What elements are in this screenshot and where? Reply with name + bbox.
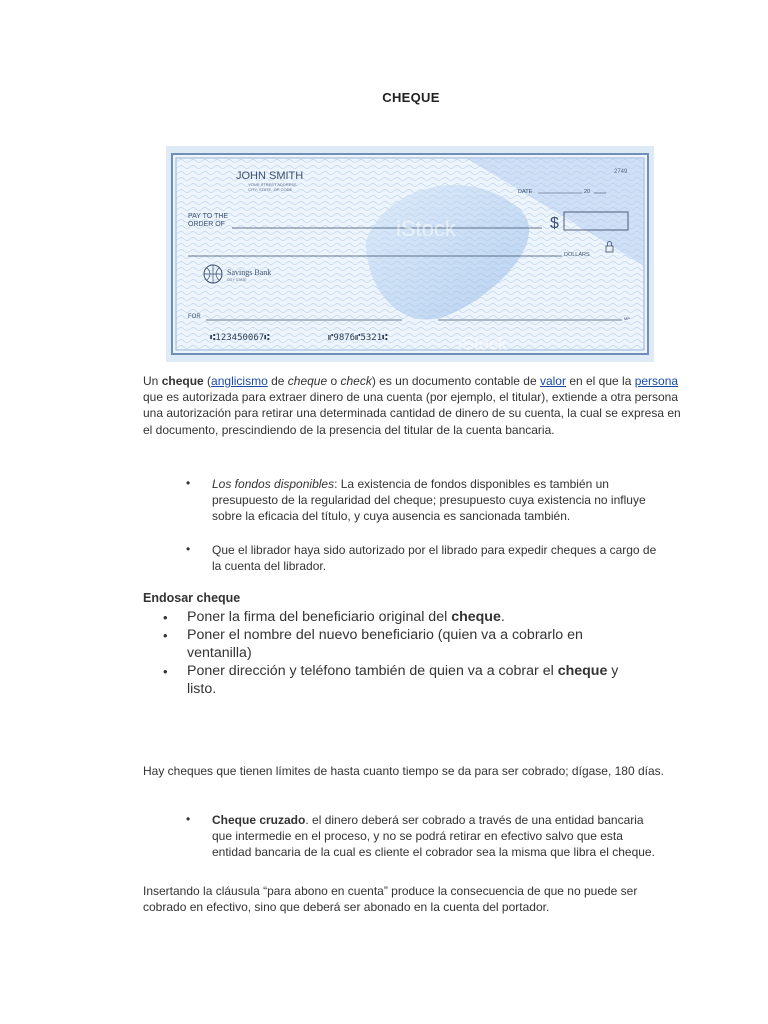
svg-text:DATE: DATE xyxy=(518,189,533,195)
micr-line-1: ⑆123450067⑆ xyxy=(210,333,270,343)
micr-line-2: ⑈9876⑈5321⑆ xyxy=(328,333,388,343)
link-persona[interactable]: persona xyxy=(634,374,679,388)
svg-text:FOR: FOR xyxy=(188,314,201,320)
bullet: • xyxy=(163,610,168,625)
svg-text:CITY, STATE, ZIP CODE: CITY, STATE, ZIP CODE xyxy=(248,187,293,192)
section-heading-endosar: Endosar cheque xyxy=(143,591,241,605)
limits-paragraph: Hay cheques que tienen límites de hasta cuanto tiempo se da para ser cobrado; dígase, 180 días. xyxy=(143,764,664,778)
svg-text:DOLLARS: DOLLARS xyxy=(564,252,590,258)
bullet: • xyxy=(186,542,191,556)
closing-paragraph: Insertando la cláusula “para abono en cuenta” produce la consecuencia de que no puede ser cobrado en efectivo, sino que deberá ser abonado en la cuenta del portador. xyxy=(143,884,638,915)
list-item: Que el librador haya sido autorizado por el librado para expedir cheques a cargo de la cuenta del librador. xyxy=(212,543,657,574)
list-item: Los fondos disponibles: La existencia de fondos disponibles es también un presupuesto de la regularidad del cheque; presupuesto cuya existencia no influye sobre la eficacia del título, y cuya ausencia es sancionada también. xyxy=(212,477,646,524)
link-anglicismo[interactable]: anglicismo xyxy=(211,374,268,388)
list-item: Poner dirección y teléfono también de quien va a cobrar el cheque y listo. xyxy=(187,663,619,697)
svg-text:YOUR STREET ADDRESS: YOUR STREET ADDRESS xyxy=(248,182,297,187)
svg-text:CITY STATE: CITY STATE xyxy=(227,278,247,282)
cheque-image xyxy=(166,146,654,362)
bullet: • xyxy=(163,628,168,643)
bullet: • xyxy=(186,476,191,490)
dollar-sign: $ xyxy=(550,215,559,232)
svg-text:iStock: iStock xyxy=(458,334,508,354)
svg-text:MP: MP xyxy=(624,316,630,321)
watermark: iStock xyxy=(396,216,456,241)
svg-text:PAY TO THE: PAY TO THE xyxy=(188,213,229,220)
bullet: • xyxy=(186,812,191,826)
term-cheque: cheque xyxy=(161,374,204,388)
cheque-number: 2749 xyxy=(614,169,628,175)
bullet: • xyxy=(163,664,168,679)
svg-text:ORDER OF: ORDER OF xyxy=(188,221,225,228)
list-item: Poner el nombre del nuevo beneficiario (quien va a cobrarlo en ventanilla) xyxy=(187,627,583,661)
bank-name: Savings Bank xyxy=(227,268,272,277)
svg-text:20: 20 xyxy=(584,189,591,195)
link-valor[interactable]: valor xyxy=(539,374,566,388)
intro-paragraph: Un cheque (anglicismo de cheque o check) es un documento contable de valor en el que la persona que es autorizada para extraer dinero de una cuenta (por ejemplo, el titular), extiende a otra persona una autorización para retirar una determinada cantidad de dinero de su cuenta, la cual se expresa en el documento, prescindiendo de la presencia del titular de la cuenta bancaria. xyxy=(143,374,681,437)
list-item: Cheque cruzado. el dinero deberá ser cobrado a través de una entidad bancaria que intermedie en el proceso, y no se podrá retirar en efectivo salvo que esta entidad bancaria de la cual es cliente el cobrador sea la misma que libra el cheque. xyxy=(212,813,655,860)
page-title: CHEQUE xyxy=(382,90,440,105)
list-item: Poner la firma del beneficiario original del cheque. xyxy=(187,609,505,625)
owner-name: JOHN SMITH xyxy=(236,170,304,182)
